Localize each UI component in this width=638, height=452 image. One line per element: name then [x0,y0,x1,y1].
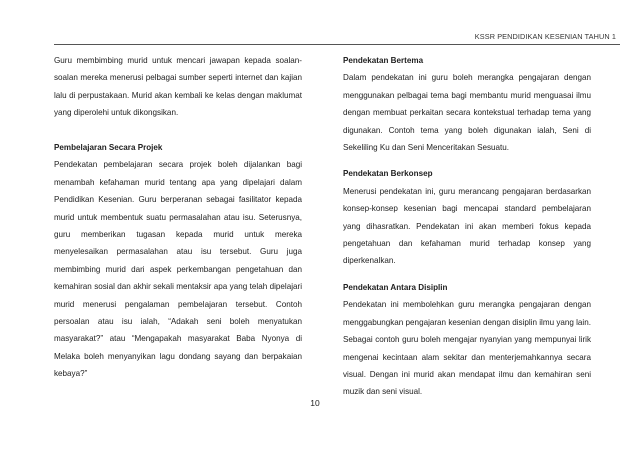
left-column [54,52,302,383]
header-rule [54,44,620,45]
disiplin-heading: Pendekatan Antara Disiplin [343,282,448,292]
spacer [343,270,591,279]
spacer [343,156,591,165]
bertema-paragraph: Dalam pendekatan ini guru boleh merangka pengajaran dengan menggunakan pelbagai tema bagi membantu murid menguasai ilmu dengan membuat perkaitan secara kontekstual terhadap tema yang digunakan. Contoh tema yang boleh digunakan ialah, Seni di Sekeliling Ku dan Seni Menceritakan Sesuatu. [343,73,591,153]
page-number: 10 [310,398,320,408]
berkonsep-paragraph: Menerusi pendekatan ini, guru merancang pengajaran berdasarkan konsep-konsep kesenian bagi mencapai standard pembelajaran yang dihasratkan. Pendekatan ini akan memberi fokus kepada pengetahuan dan kefahaman murid terhadap konsep yang diperkenalkan. [343,186,591,266]
right-column [343,52,591,401]
running-header: KSSR PENDIDIKAN KESENIAN TAHUN 1 [474,32,616,41]
spacer [54,122,302,139]
disiplin-paragraph: Pendekatan ini membolehkan guru merangka pengajaran dengan menggabungkan pengajaran kesenian dengan disiplin ilmu yang lain. Sebagai contoh guru boleh mengajar nyanyian yang mempunyai lirik mengenai kecintaan alam sekitar dan menterjemahkannya secara visual. Dengan ini murid akan mendapat ilmu dan kemahiran seni muzik dan seni visual. [343,300,591,397]
berkonsep-heading: Pendekatan Berkonsep [343,169,433,179]
projek-heading: Pembelajaran Secara Projek [54,143,163,153]
intro-paragraph: Guru membimbing murid untuk mencari jawapan kepada soalan-soalan mereka menerusi pelbagai sumber seperti internet dan kajian lalu di perpustakaan. Murid akan kembali ke kelas dengan maklumat yang diperolehi untuk dikongsikan. [54,56,302,118]
projek-paragraph: Pendekatan pembelajaran secara projek boleh dijalankan bagi menambah kefahaman murid tentang apa yang dipelajari dalam Pendidikan Kesenian. Guru berperanan sebagai fasilitator kepada murid untuk membentuk suatu permasalahan atau isu. Seterusnya, guru memberikan tugasan kepada murid untuk mereka menyelesaikan permasalahan atau isu tersebut. Guru juga membimbing murid dari aspek perkembangan pengetahuan dan kemahiran sosial dan akhir sekali mentaksir apa yang telah dipelajari murid menerusi pengalaman pembelajaran tersebut. Contoh persoalan atau isu ialah, “Adakah seni boleh menyatukan masyarakat?” atau “Mengapakah masyarakat Baba Nyonya di Melaka boleh menyanyikan lagu dondang sayang dan berpakaian kebaya?” [54,160,302,379]
bertema-heading: Pendekatan Bertema [343,56,424,65]
